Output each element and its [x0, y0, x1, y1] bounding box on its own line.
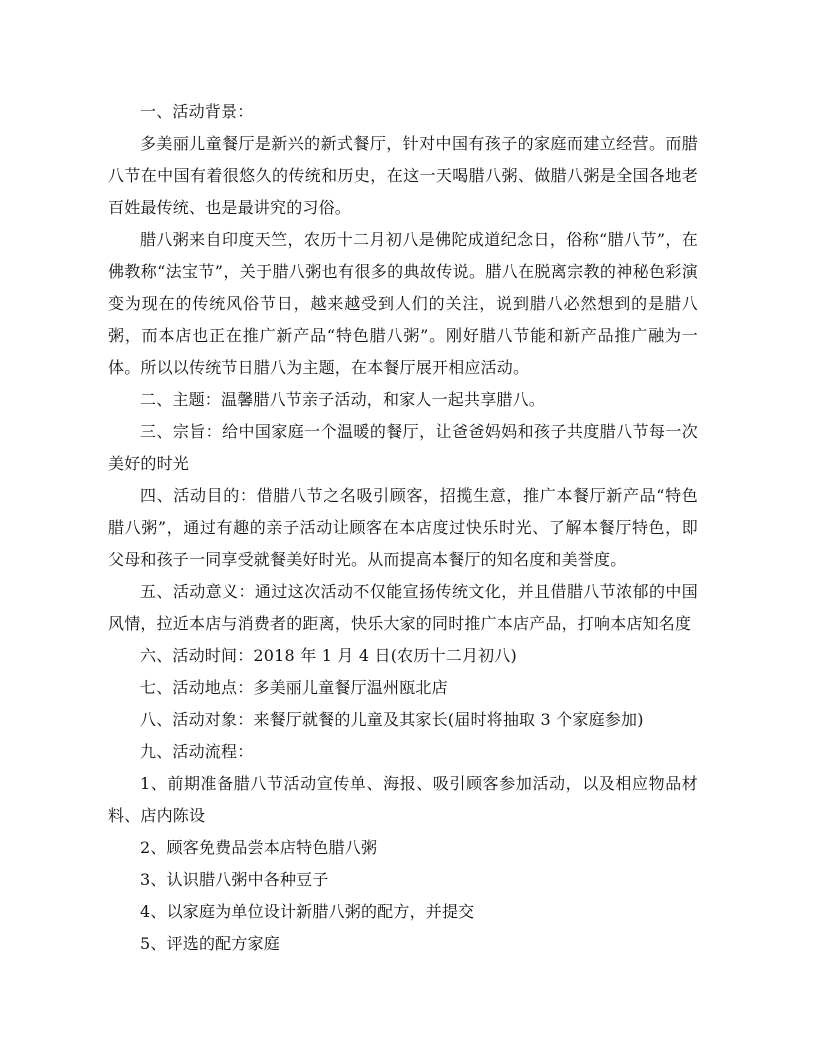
section-heading-background: 一、活动背景： — [140, 102, 254, 121]
paragraph-laba-origin: 腊八粥来自印度天竺，农历十二月初八是佛陀成道纪念日，俗称“腊八节”，在佛教称“法宝节”，关于腊八粥也有很多的典故传说。腊八在脱离宗教的神秘色彩演变为现在的传统风俗节日，越来越受到人们的关注，说到腊八必然想到的是腊八粥，而本店也正在推广新产品“特色腊八粥”。刚好腊八节能和新产品推广融为一体。所以以传统节日腊八为主题，在本餐厅展开相应活动。 — [108, 230, 698, 377]
paragraph-restaurant-intro: 多美丽儿童餐厅是新兴的新式餐厅，针对中国有孩子的家庭而建立经营。而腊八节在中国有着很悠久的传统和历史，在这一天喝腊八粥、做腊八粥是全国各地老百姓最传统、也是最讲究的习俗。 — [108, 134, 698, 217]
section-time: 六、活动时间：2018 年 1 月 4 日(农历十二月初八) — [140, 646, 517, 665]
section-process-heading: 九、活动流程： — [140, 742, 254, 761]
section-audience: 八、活动对象：来餐厅就餐的儿童及其家长(届时将抽取 3 个家庭参加) — [140, 710, 644, 729]
process-step-3: 3、认识腊八粥中各种豆子 — [140, 870, 329, 889]
section-location: 七、活动地点：多美丽儿童餐厅温州瓯北店 — [140, 678, 448, 697]
section-theme: 二、主题：温馨腊八节亲子活动，和家人一起共享腊八。 — [140, 390, 546, 409]
process-step-1: 1、前期准备腊八节活动宣传单、海报、吸引顾客参加活动，以及相应物品材料、店内陈设 — [108, 774, 698, 825]
document-body — [108, 96, 698, 960]
process-step-4: 4、以家庭为单位设计新腊八粥的配方，并提交 — [140, 902, 475, 921]
section-goal: 四、活动目的：借腊八节之名吸引顾客，招揽生意，推广本餐厅新产品“特色腊八粥”，通过有趣的亲子活动让顾客在本店度过快乐时光、了解本餐厅特色，即父母和孩子一同享受就餐美好时光。从而提高本餐厅的知名度和美誉度。 — [108, 486, 698, 569]
process-step-5: 5、评选的配方家庭 — [140, 934, 280, 953]
process-step-2: 2、顾客免费品尝本店特色腊八粥 — [140, 838, 378, 857]
section-purpose: 三、宗旨：给中国家庭一个温暖的餐厅，让爸爸妈妈和孩子共度腊八节每一次美好的时光 — [108, 422, 698, 473]
section-significance: 五、活动意义：通过这次活动不仅能宣扬传统文化，并且借腊八节浓郁的中国风情，拉近本店与消费者的距离，快乐大家的同时推广本店产品，打响本店知名度 — [108, 582, 698, 633]
